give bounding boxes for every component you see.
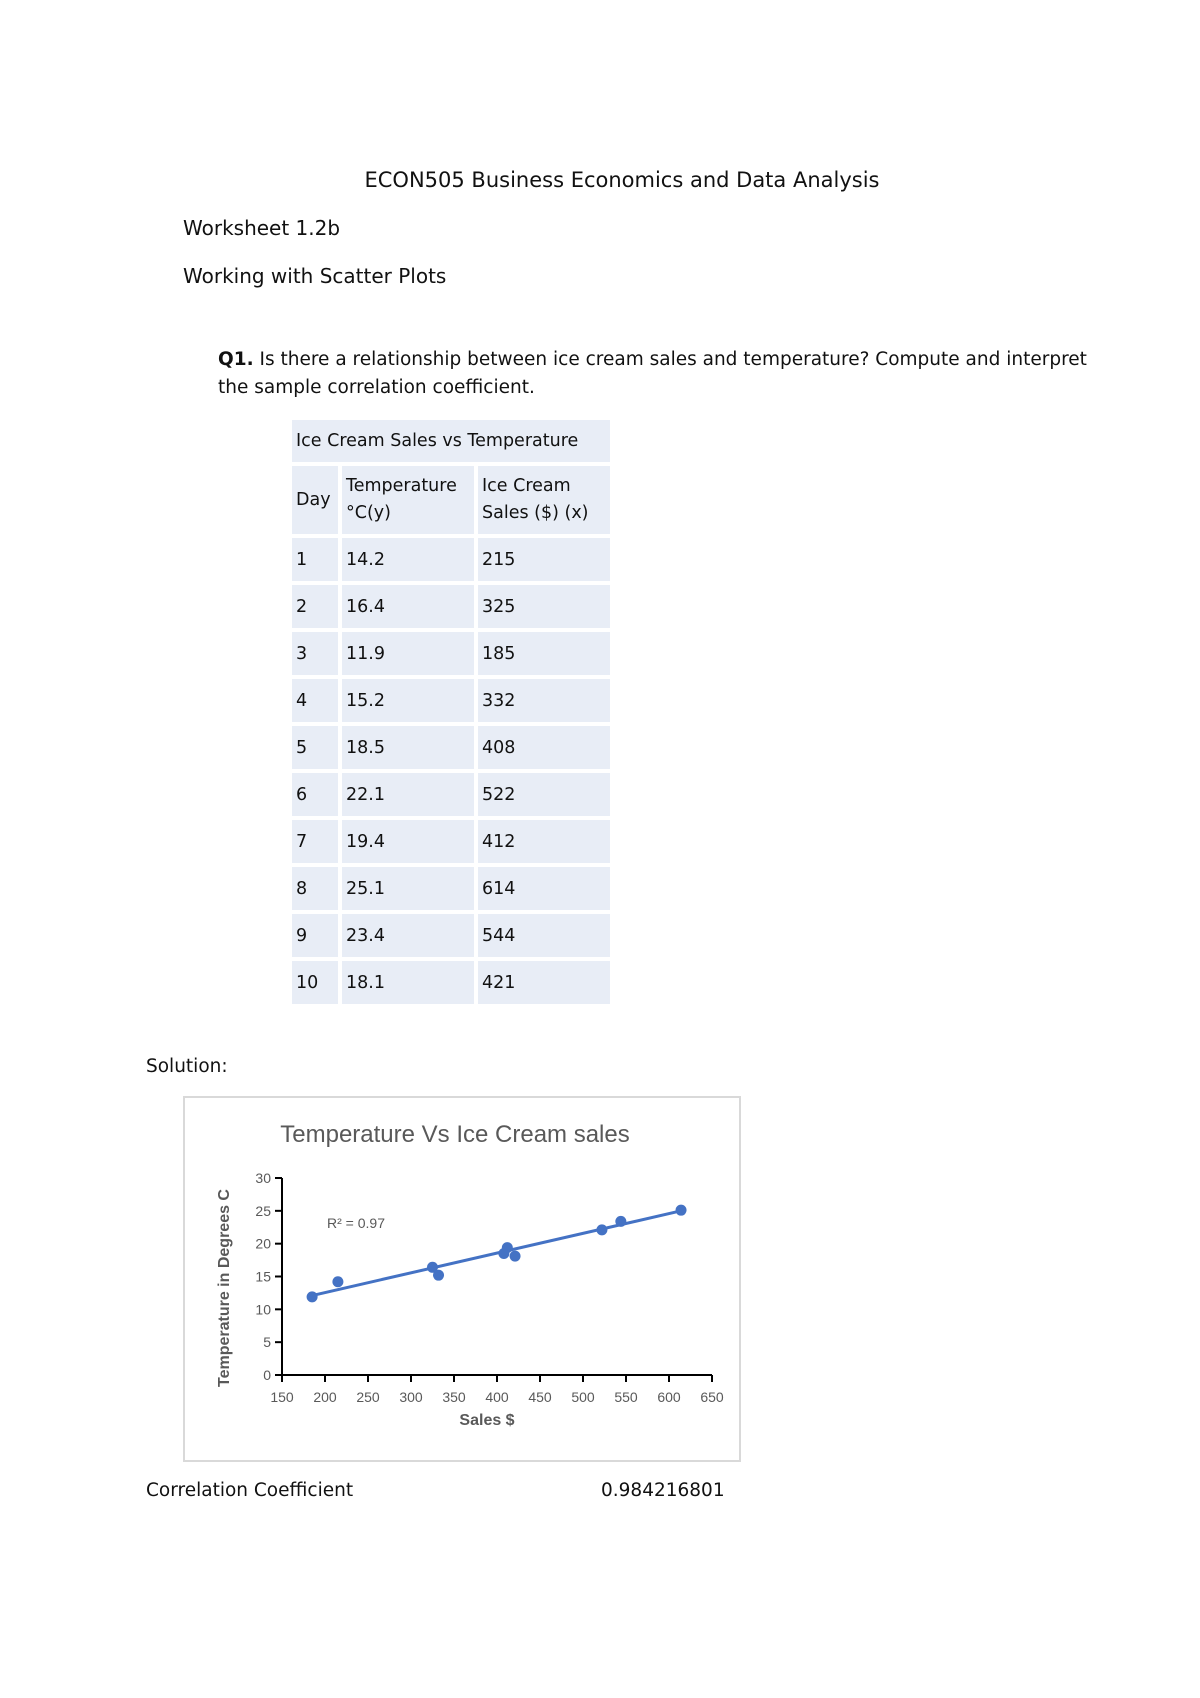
cell-sales: 332 — [478, 679, 610, 722]
scatter-chart — [183, 1096, 741, 1462]
cell-day: 1 — [292, 538, 338, 581]
cell-sales: 522 — [478, 773, 610, 816]
data-point — [615, 1216, 626, 1227]
data-point — [510, 1251, 521, 1262]
header-sales-line2: Sales ($) (x) — [482, 503, 589, 523]
axes — [255, 1170, 723, 1405]
y-tick-label: 30 — [255, 1170, 271, 1186]
x-tick-label: 550 — [614, 1389, 638, 1405]
x-axis-label: Sales $ — [459, 1412, 515, 1429]
data-point — [502, 1242, 513, 1253]
cell-temperature: 23.4 — [342, 914, 474, 957]
cell-temperature: 18.5 — [342, 726, 474, 769]
y-tick-label: 15 — [255, 1268, 271, 1285]
cell-sales: 408 — [478, 726, 610, 769]
correlation-value: 0.984216801 — [601, 1480, 725, 1501]
header-temperature — [342, 466, 474, 534]
header-sales — [478, 466, 610, 534]
data-table — [288, 416, 614, 1008]
cell-sales: 185 — [478, 632, 610, 675]
x-tick-label: 350 — [442, 1389, 466, 1405]
x-tick-label: 400 — [485, 1389, 509, 1405]
cell-sales: 544 — [478, 914, 610, 957]
cell-sales: 412 — [478, 820, 610, 863]
cell-sales: 215 — [478, 538, 610, 581]
x-tick-label: 300 — [399, 1389, 423, 1405]
cell-temperature: 18.1 — [342, 961, 474, 1004]
header-temperature-line2: °C(y) — [346, 503, 391, 523]
x-tick-label: 150 — [270, 1389, 294, 1405]
document-title: ECON505 Business Economics and Data Analysis — [364, 168, 880, 192]
worksheet-subtitle: Working with Scatter Plots — [183, 264, 447, 288]
cell-day: 6 — [292, 773, 338, 816]
x-tick-label: 600 — [657, 1389, 681, 1405]
data-point — [433, 1270, 444, 1281]
solution-label: Solution: — [146, 1056, 228, 1077]
y-tick-label: 10 — [255, 1301, 271, 1318]
header-day: Day — [292, 466, 338, 534]
x-tick-label: 200 — [313, 1389, 337, 1405]
cell-temperature: 25.1 — [342, 867, 474, 910]
cell-day: 7 — [292, 820, 338, 863]
chart-title: Temperature Vs Ice Cream sales — [280, 1121, 630, 1148]
x-tick-label: 250 — [356, 1389, 380, 1405]
y-tick-label: 20 — [255, 1235, 271, 1252]
cell-temperature: 14.2 — [342, 538, 474, 581]
table-row — [292, 773, 610, 816]
table-row — [292, 867, 610, 910]
data-point — [332, 1276, 343, 1287]
table-row — [292, 726, 610, 769]
cell-temperature: 19.4 — [342, 820, 474, 863]
y-axis-label: Temperature in Degrees C — [216, 1189, 233, 1387]
table-row — [292, 914, 610, 957]
worksheet-number: Worksheet 1.2b — [183, 216, 341, 240]
table-header-row — [292, 466, 610, 534]
cell-day: 5 — [292, 726, 338, 769]
table-row — [292, 538, 610, 581]
data-point — [307, 1291, 318, 1302]
question-q1 — [218, 346, 1098, 402]
x-tick-label: 650 — [700, 1389, 724, 1405]
cell-day: 4 — [292, 679, 338, 722]
chart-canvas — [185, 1098, 739, 1460]
cell-day: 8 — [292, 867, 338, 910]
cell-temperature: 15.2 — [342, 679, 474, 722]
y-tick-label: 25 — [255, 1202, 271, 1219]
header-temperature-line1: Temperature — [346, 476, 457, 496]
cell-temperature: 16.4 — [342, 585, 474, 628]
y-tick-label: 0 — [263, 1367, 271, 1383]
header-sales-line1: Ice Cream — [482, 476, 571, 496]
table-caption: Ice Cream Sales vs Temperature — [292, 420, 610, 462]
cell-day: 2 — [292, 585, 338, 628]
x-tick-label: 450 — [528, 1389, 552, 1405]
cell-day: 10 — [292, 961, 338, 1004]
r-squared-annotation: R² = 0.97 — [327, 1215, 385, 1231]
table-row — [292, 820, 610, 863]
cell-day: 9 — [292, 914, 338, 957]
cell-temperature: 22.1 — [342, 773, 474, 816]
cell-day: 3 — [292, 632, 338, 675]
cell-sales: 421 — [478, 961, 610, 1004]
y-tick-label: 5 — [263, 1334, 271, 1351]
cell-sales: 614 — [478, 867, 610, 910]
table-row — [292, 679, 610, 722]
table-row — [292, 585, 610, 628]
table-row — [292, 961, 610, 1004]
data-point — [596, 1224, 607, 1235]
correlation-label: Correlation Coefficient — [146, 1480, 354, 1501]
question-label: Q1. — [218, 349, 254, 370]
table-row — [292, 632, 610, 675]
question-text: Is there a relationship between ice cream sales and temperature? Compute and interpret the sample correlation coefficient. — [218, 349, 1087, 398]
data-point — [676, 1205, 687, 1216]
cell-temperature: 11.9 — [342, 632, 474, 675]
cell-sales: 325 — [478, 585, 610, 628]
x-tick-label: 500 — [571, 1389, 595, 1405]
